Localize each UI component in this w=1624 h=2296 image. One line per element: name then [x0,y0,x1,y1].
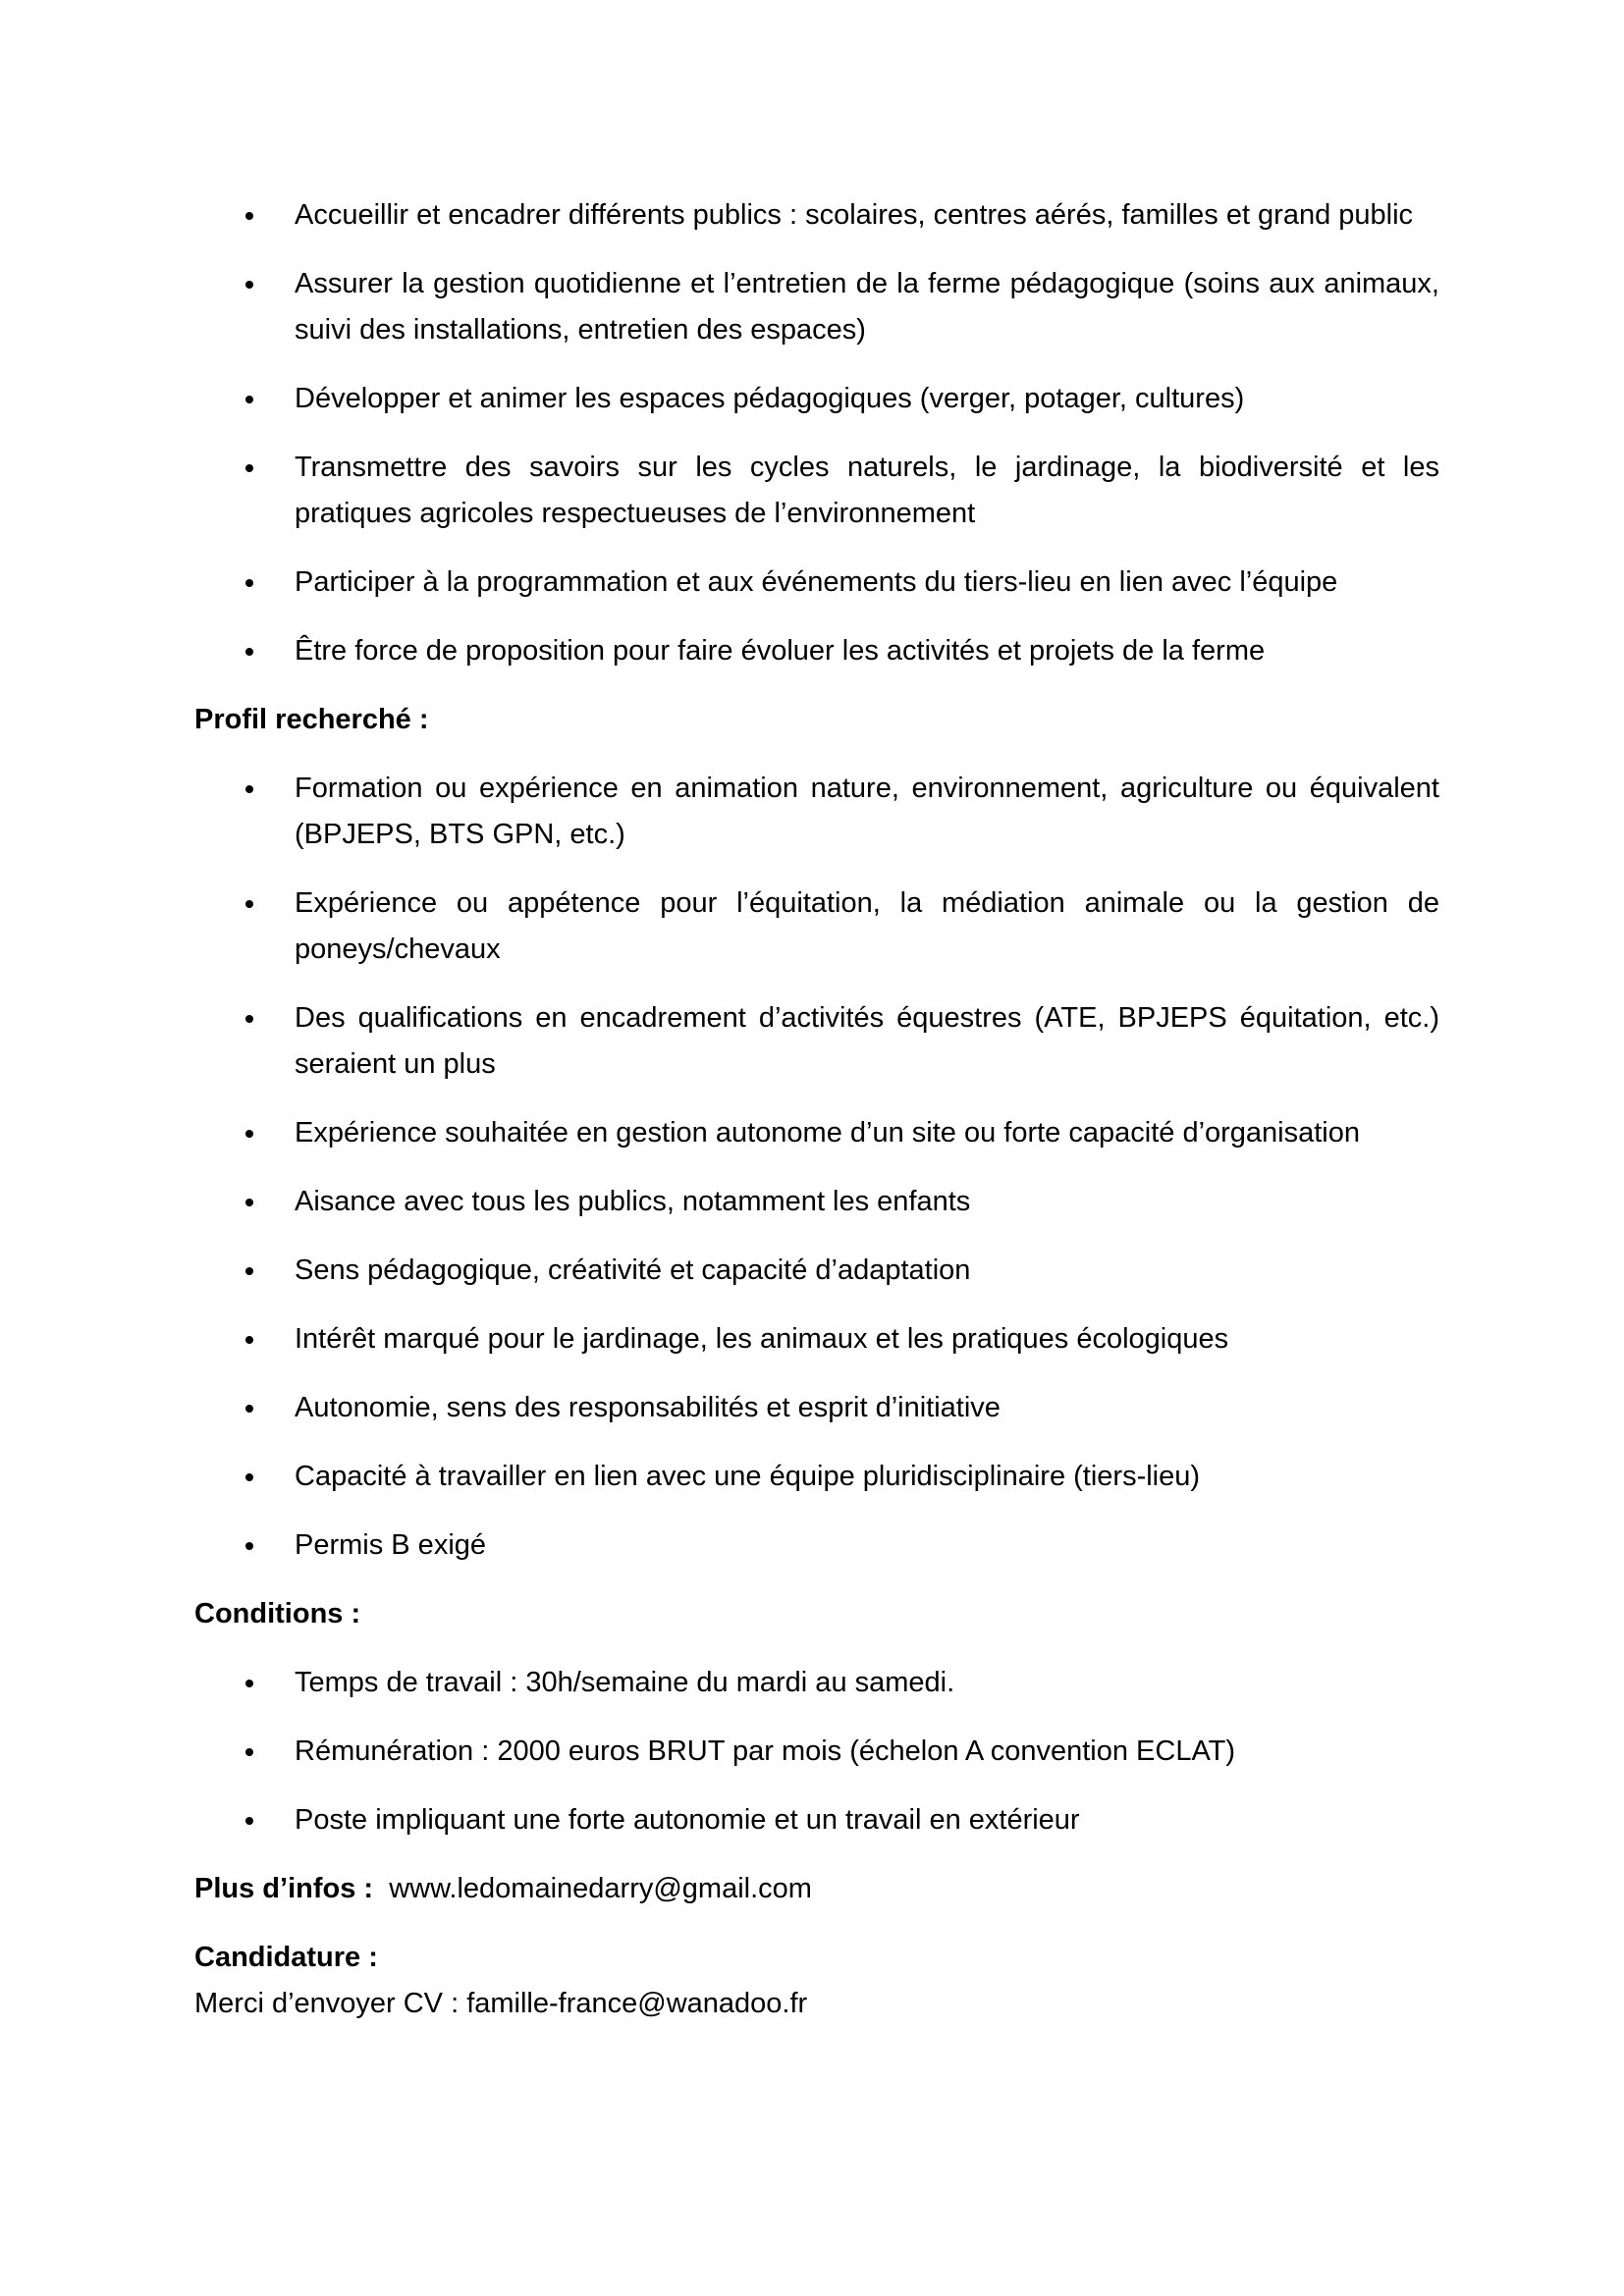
conditions-list [194,1660,1439,1843]
list-item: Expérience ou appétence pour l’équitation, la médiation animale ou la gestion de poneys/chevaux [194,881,1439,973]
bullet-icon [245,1405,253,1413]
list-item: Capacité à travailler en lien avec une équipe pluridisciplinaire (tiers-lieu) [194,1454,1439,1500]
list-item: Intérêt marqué pour le jardinage, les animaux et les pratiques écologiques [194,1316,1439,1362]
bullet-icon [245,212,253,220]
list-item: Accueillir et encadrer différents publics : scolaires, centres aérés, familles et grand public [194,192,1439,239]
infos-link[interactable]: www.ledomainedarry@gmail.com [389,1873,812,1904]
bullet-icon [245,1336,253,1344]
list-item: Poste impliquant une forte autonomie et un travail en extérieur [194,1797,1439,1843]
candidature-heading: Candidature : [194,1942,378,1973]
bullet-icon [245,785,253,793]
list-item: Aisance avec tous les publics, notamment les enfants [194,1179,1439,1225]
bullet-icon [245,464,253,472]
bullet-icon [245,1267,253,1275]
bullet-icon [245,1542,253,1550]
infos-line [194,1866,1439,1912]
list-item: Autonomie, sens des responsabilités et esprit d’initiative [194,1385,1439,1431]
bullet-icon [245,1817,253,1825]
list-item: Expérience souhaitée en gestion autonome d’un site ou forte capacité d’organisation [194,1110,1439,1156]
bullet-icon [245,1015,253,1023]
list-item: Temps de travail : 30h/semaine du mardi au samedi. [194,1660,1439,1706]
candidature-text: Merci d’envoyer CV : famille-france@wanadoo.fr [194,1988,808,2019]
list-item: Être force de proposition pour faire évoluer les activités et projets de la ferme [194,628,1439,674]
bullet-icon [245,1748,253,1756]
bullet-icon [245,900,253,908]
bullet-icon [245,1680,253,1687]
list-item: Assurer la gestion quotidienne et l’entretien de la ferme pédagogique (soins aux animaux, suivi des installations, entretien des espaces) [194,261,1439,353]
bullet-icon [245,396,253,403]
list-item: Des qualifications en encadrement d’activités équestres (ATE, BPJEPS équitation, etc.) seraient un plus [194,995,1439,1088]
bullet-icon [245,281,253,289]
list-item: Permis B exigé [194,1522,1439,1569]
document-page [194,192,1439,2027]
bullet-icon [245,648,253,656]
list-item: Rémunération : 2000 euros BRUT par mois (échelon A convention ECLAT) [194,1729,1439,1775]
bullet-icon [245,1130,253,1138]
infos-label: Plus d’infos : [194,1873,374,1904]
profil-list [194,766,1439,1569]
bullet-icon [245,579,253,587]
conditions-heading: Conditions : [194,1598,361,1629]
list-item: Développer et animer les espaces pédagogiques (verger, potager, cultures) [194,376,1439,422]
list-item: Formation ou expérience en animation nature, environnement, agriculture ou équivalent (BPJEPS, BTS GPN, etc.) [194,766,1439,858]
list-item: Transmettre des savoirs sur les cycles naturels, le jardinage, la biodiversité et les pratiques agricoles respectueuses de l’environnement [194,445,1439,537]
list-item: Sens pédagogique, créativité et capacité d’adaptation [194,1248,1439,1294]
list-item: Participer à la programmation et aux événements du tiers-lieu en lien avec l’équipe [194,560,1439,606]
missions-list [194,192,1439,674]
bullet-icon [245,1473,253,1481]
profil-heading: Profil recherché : [194,704,429,735]
bullet-icon [245,1199,253,1206]
